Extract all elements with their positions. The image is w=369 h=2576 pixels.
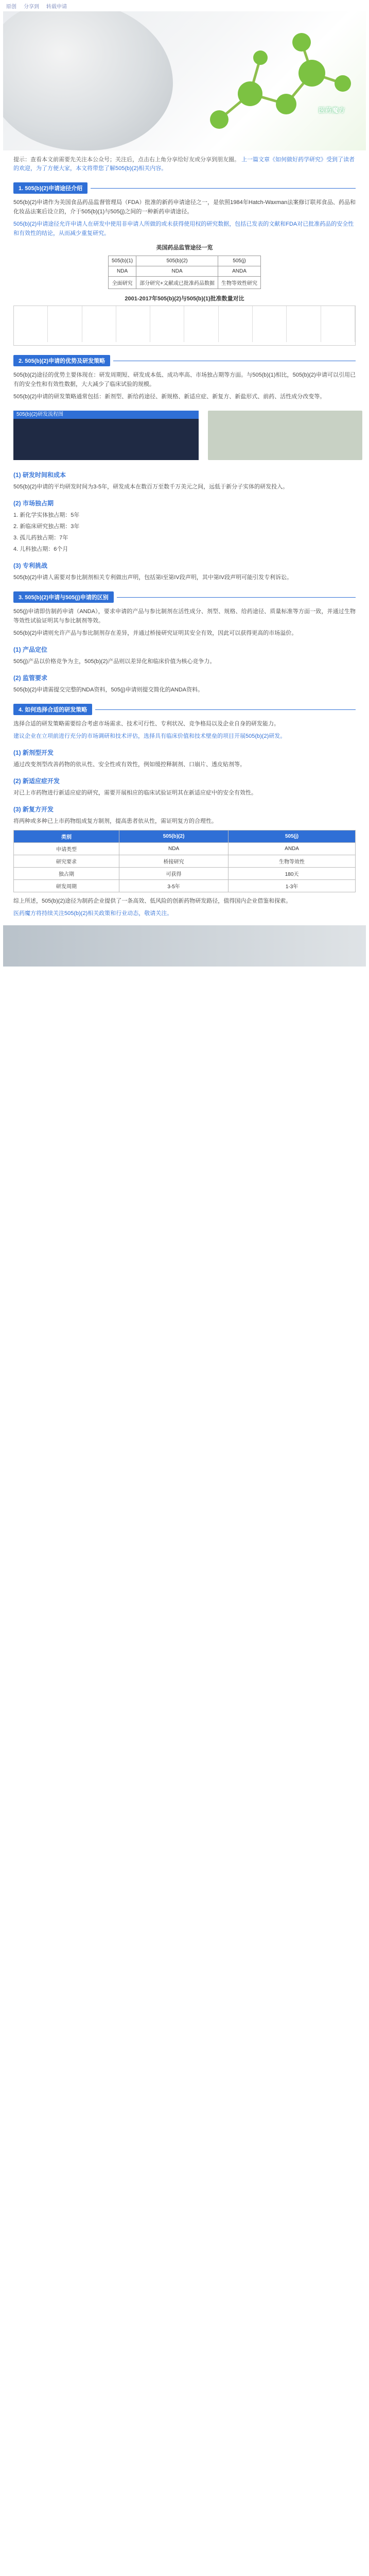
process-diagram bbox=[13, 406, 356, 463]
subheading: (1) 产品定位 bbox=[13, 646, 48, 653]
paragraph: 505(b)(2)申请人需要对参比制剂相关专利做出声明，包括第I至第IV段声明，其中第IV段声明可能引发专利诉讼。 bbox=[13, 574, 293, 581]
pathway-table bbox=[108, 256, 261, 289]
section-badge-4: 4. 如何选择合适的研发策略 bbox=[13, 704, 92, 715]
column-header: 类别 bbox=[14, 831, 119, 843]
subheading: (2) 监管要求 bbox=[13, 674, 48, 682]
column-header: 505(j) bbox=[229, 831, 356, 843]
table-cell: 申请类型 bbox=[14, 843, 119, 855]
table-cell: 研究要求 bbox=[14, 855, 119, 868]
table-cell: ANDA bbox=[229, 843, 356, 855]
section-heading-4 bbox=[13, 704, 356, 715]
table-row bbox=[14, 855, 356, 868]
list-item: 1. 新化学实体独占期：5年 bbox=[13, 512, 80, 518]
lab-photo bbox=[208, 411, 362, 460]
table-cell: NDA bbox=[119, 843, 229, 855]
intro-highlight: 上一篇文章《如何做好药学研究》受到了读者的欢迎，为了方便大家，本文将带您了解505(b)(2)相关内容。 bbox=[13, 157, 355, 172]
list-item: 3. 孤儿药独占期：7年 bbox=[13, 535, 68, 541]
section-badge-3: 3. 505(b)(2)申请与505(j)申请的区别 bbox=[13, 591, 114, 603]
paragraph: 通过改变剂型改善药物的依从性、安全性或有效性，例如缓控释制剂、口崩片、透皮贴剂等。 bbox=[13, 761, 245, 768]
table-cell: 3-5年 bbox=[119, 880, 229, 892]
paragraph: 对已上市药物进行新适应症的研究，需要开展相应的临床试验证明其在新适应症中的安全有效性。 bbox=[13, 790, 257, 796]
original-link[interactable]: 原创 bbox=[6, 4, 16, 10]
table-row bbox=[14, 880, 356, 892]
table-cell: 全面研究 bbox=[109, 277, 136, 289]
table-header-row bbox=[14, 831, 356, 843]
flowchart-panel bbox=[13, 411, 199, 460]
table-cell: 生物等效性研究 bbox=[218, 277, 260, 289]
table-cell: ANDA bbox=[218, 266, 260, 277]
highlight-paragraph: 505(b)(2)申请途径允许申请人在研发中使用非申请人所做的或未获得使用权的研究数据，包括已发表的文献和FDA对已批准药品的安全性和有效性的结论，从而减少重复研究。 bbox=[13, 221, 354, 236]
gloved-hand-image bbox=[3, 11, 173, 150]
reprint-link[interactable]: 转载申请 bbox=[46, 4, 67, 10]
paragraph: 505(b)(2)申请的平均研发时间为3-5年，研发成本在数百万至数千万美元之间，远低于新分子实体的研发投入。 bbox=[13, 484, 289, 490]
table-row bbox=[109, 256, 261, 266]
subheading: (2) 新适应症开发 bbox=[13, 777, 60, 785]
highlight-paragraph: 建议企业在立项前进行充分的市场调研和技术评估，选择具有临床价值和技术壁垒的项目开展505(b)(2)研发。 bbox=[13, 733, 286, 739]
subheading: (3) 专利挑战 bbox=[13, 562, 48, 569]
hero-image bbox=[3, 11, 366, 150]
share-link[interactable]: 分享到 bbox=[24, 4, 39, 10]
subheading: (1) 新剂型开发 bbox=[13, 749, 54, 756]
table-cell: 生物等效性 bbox=[229, 855, 356, 868]
paragraph: 将两种或多种已上市药物组成复方制剂，提高患者依从性，需证明复方的合理性。 bbox=[13, 818, 217, 824]
intro-lead: 提示：查看本文前需要先关注本公众号；关注后，点击右上角分享给好友或分享到朋友圈。 bbox=[13, 157, 240, 163]
paragraph: 505(b)(2)申请的研发策略通常包括：新剂型、新给药途径、新规格、新适应症、新复方、新盐形式、前药、活性成分改变等。 bbox=[13, 394, 326, 400]
brand-logo: 医药魔方 bbox=[318, 107, 345, 114]
table-cell: NDA bbox=[136, 266, 218, 277]
list-item: 2. 新临床研究独占期：3年 bbox=[13, 523, 80, 530]
section-heading-1 bbox=[13, 182, 356, 194]
timeline-title: 2001-2017年505(b)(2)与505(b)(1)批准数量对比 bbox=[125, 296, 244, 302]
footer-image bbox=[3, 925, 366, 967]
molecule-icon bbox=[199, 16, 363, 145]
table-cell: 505(j) bbox=[218, 256, 260, 266]
section-badge-2: 2. 505(b)(2)申请的优势及研发策略 bbox=[13, 355, 110, 366]
table-cell: 独占期 bbox=[14, 868, 119, 880]
subheading: (1) 研发时间和成本 bbox=[13, 471, 66, 479]
timeline-grid bbox=[13, 306, 356, 346]
flowchart-header: 505(b)(2)研发流程图 bbox=[13, 411, 199, 419]
table-cell: 可获得 bbox=[119, 868, 229, 880]
table-row bbox=[109, 266, 261, 277]
table-row bbox=[109, 277, 261, 289]
paragraph: 505(j)申请即仿制药申请（ANDA），要求申请的产品与参比制剂在活性成分、剂型、规格、给药途径、质量标准等方面一致，并通过生物等效性试验证明其与参比制剂等效。 bbox=[13, 608, 356, 624]
table-cell: 180天 bbox=[229, 868, 356, 880]
table-cell: 研发周期 bbox=[14, 880, 119, 892]
comparison-table bbox=[13, 830, 356, 892]
subheading: (2) 市场独占期 bbox=[13, 500, 54, 507]
table-row bbox=[14, 843, 356, 855]
divider bbox=[117, 597, 356, 598]
divider bbox=[95, 709, 356, 710]
section-badge-1: 1. 505(b)(2)申请途径介绍 bbox=[13, 182, 87, 194]
paragraph: 505(b)(2)申请需提交完整的NDA资料，505(j)申请则提交简化的ANDA资料。 bbox=[13, 687, 204, 693]
intro-paragraph bbox=[13, 156, 356, 173]
section-heading-3 bbox=[13, 591, 356, 603]
table-cell: NDA bbox=[109, 266, 136, 277]
paragraph: 综上所述，505(b)(2)途径为制药企业提供了一条高效、低风险的创新药物研发路径，值得国内企业借鉴和探索。 bbox=[13, 898, 292, 904]
table-cell: 1-3年 bbox=[229, 880, 356, 892]
table-title: 美国药品监管途径一览 bbox=[156, 245, 213, 251]
table-cell: 桥接研究 bbox=[119, 855, 229, 868]
divider bbox=[91, 188, 356, 189]
paragraph: 505(j)产品以价格竞争为主，505(b)(2)产品则以差异化和临床价值为核心竞争力。 bbox=[13, 658, 216, 665]
table-row bbox=[14, 868, 356, 880]
table-cell: 505(b)(1) bbox=[109, 256, 136, 266]
top-bar bbox=[0, 0, 369, 11]
column-header: 505(b)(2) bbox=[119, 831, 229, 843]
table-cell: 部分研究+文献或已批准药品数据 bbox=[136, 277, 218, 289]
paragraph: 505(b)(2)申请则允许产品与参比制剂存在差异，并通过桥接研究证明其安全有效，因此可以获得更高的市场溢价。 bbox=[13, 630, 297, 636]
table-cell: 505(b)(2) bbox=[136, 256, 218, 266]
paragraph: 选择合适的研发策略需要综合考虑市场需求、技术可行性、专利状况、竞争格局以及企业自身的研发能力。 bbox=[13, 721, 279, 727]
paragraph: 505(b)(2)申请作为美国食品药品监督管理局（FDA）批准的新药申请途径之一，是依照1984年Hatch-Waxman法案修订联邦食品、药品和化妆品法案后设立的，介于505(b)(1)与505(j)之间的一种新药申请途径。 bbox=[13, 199, 356, 215]
paragraph: 505(b)(2)途径的优势主要体现在：研发周期短、研发成本低、成功率高、市场独占期等方面。与505(b)(1)相比，505(b)(2)申请可以引用已有的安全性和有效性数据，大大减少了临床试验的规模。 bbox=[13, 372, 356, 387]
section-heading-2 bbox=[13, 355, 356, 366]
list-item: 4. 儿科独占期：6个月 bbox=[13, 546, 68, 552]
subheading: (3) 新复方开发 bbox=[13, 806, 54, 813]
highlight-paragraph: 医药魔方将持续关注505(b)(2)相关政策和行业动态，敬请关注。 bbox=[13, 910, 173, 917]
